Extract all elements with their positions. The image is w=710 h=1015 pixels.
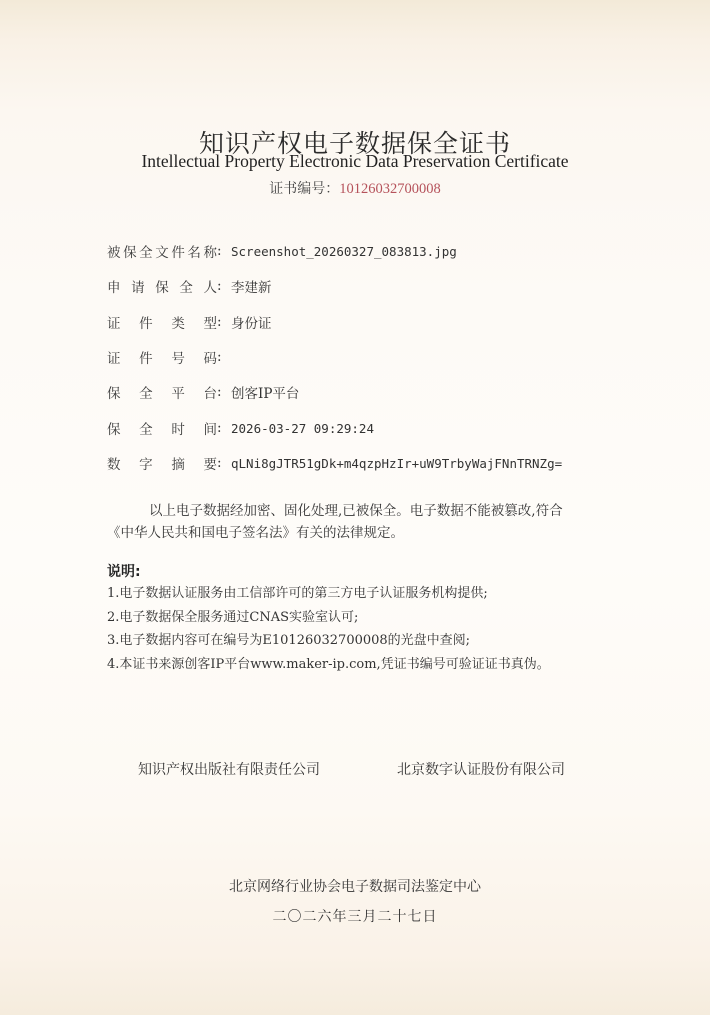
statement-line-2: 《中华人民共和国电子签名法》有关的法律规定。 bbox=[107, 525, 404, 541]
field-label: 证件类型 bbox=[107, 316, 217, 332]
note-item: 2.电子数据保全服务通过CNAS实验室认可; bbox=[107, 609, 359, 625]
field-label: 被保全文件名称 bbox=[107, 245, 217, 261]
field-value-digest: qLNi8gJTR51gDk+m4qzpHzIr+uW9TrbyWajFNnTRNZg= bbox=[231, 455, 563, 471]
certificate-title-cn: 知识产权电子数据保全证书 bbox=[198, 129, 511, 158]
field-applicant bbox=[107, 275, 272, 297]
field-value-time: 2026-03-27 09:29:24 bbox=[231, 420, 374, 436]
signatory-left: 知识产权出版社有限责任公司 bbox=[138, 762, 320, 778]
field-id-number bbox=[107, 346, 231, 368]
issue-date: 二〇二六年三月二十七日 bbox=[272, 909, 438, 925]
signatory-right: 北京数字认证股份有限公司 bbox=[397, 762, 565, 778]
field-platform bbox=[107, 381, 299, 403]
field-label: 保全平台 bbox=[107, 386, 217, 402]
note-item: 4.本证书来源创客IP平台www.maker-ip.com,凭证书编号可验证证书真伪。 bbox=[107, 656, 550, 672]
notes-title: 说明: bbox=[107, 564, 141, 580]
field-value-id-type: 身份证 bbox=[231, 316, 272, 332]
field-colon: : bbox=[217, 455, 222, 471]
field-label: 申请保全人 bbox=[107, 280, 217, 296]
field-file-name bbox=[107, 240, 457, 262]
signatory-center: 北京网络行业协会电子数据司法鉴定中心 bbox=[229, 879, 481, 895]
field-colon: : bbox=[217, 384, 222, 400]
field-value-file-name: Screenshot_20260327_083813.jpg bbox=[231, 243, 457, 259]
field-time bbox=[107, 417, 374, 439]
statement-paragraph bbox=[107, 500, 607, 544]
field-label: 证件号码 bbox=[107, 351, 217, 367]
certificate-number-label: 证书编号： bbox=[269, 181, 340, 197]
note-item: 3.电子数据内容可在编号为E10126032700008的光盘中查阅; bbox=[107, 633, 471, 648]
field-colon: : bbox=[217, 278, 222, 294]
field-colon: : bbox=[217, 349, 222, 365]
statement-line-1: 以上电子数据经加密、固化处理,已被保全。电子数据不能被篡改,符合 bbox=[149, 503, 563, 519]
notes-list bbox=[107, 582, 550, 676]
certificate-number bbox=[0, 178, 710, 198]
certificate-number-value: 10126032700008 bbox=[339, 181, 441, 197]
field-value-platform: 创客IP平台 bbox=[231, 386, 300, 402]
field-colon: : bbox=[217, 243, 222, 259]
field-digest bbox=[107, 452, 562, 474]
field-id-type bbox=[107, 311, 272, 333]
field-label: 数字摘要 bbox=[107, 457, 217, 473]
field-colon: : bbox=[217, 314, 222, 330]
field-colon: : bbox=[217, 420, 222, 436]
note-item: 1.电子数据认证服务由工信部许可的第三方电子认证服务机构提供; bbox=[107, 586, 488, 601]
certificate-title-en: Intellectual Property Electronic Data Preservation Certificate bbox=[141, 151, 569, 171]
field-value-applicant: 李建新 bbox=[231, 280, 272, 296]
field-label: 保全时间 bbox=[107, 422, 217, 438]
